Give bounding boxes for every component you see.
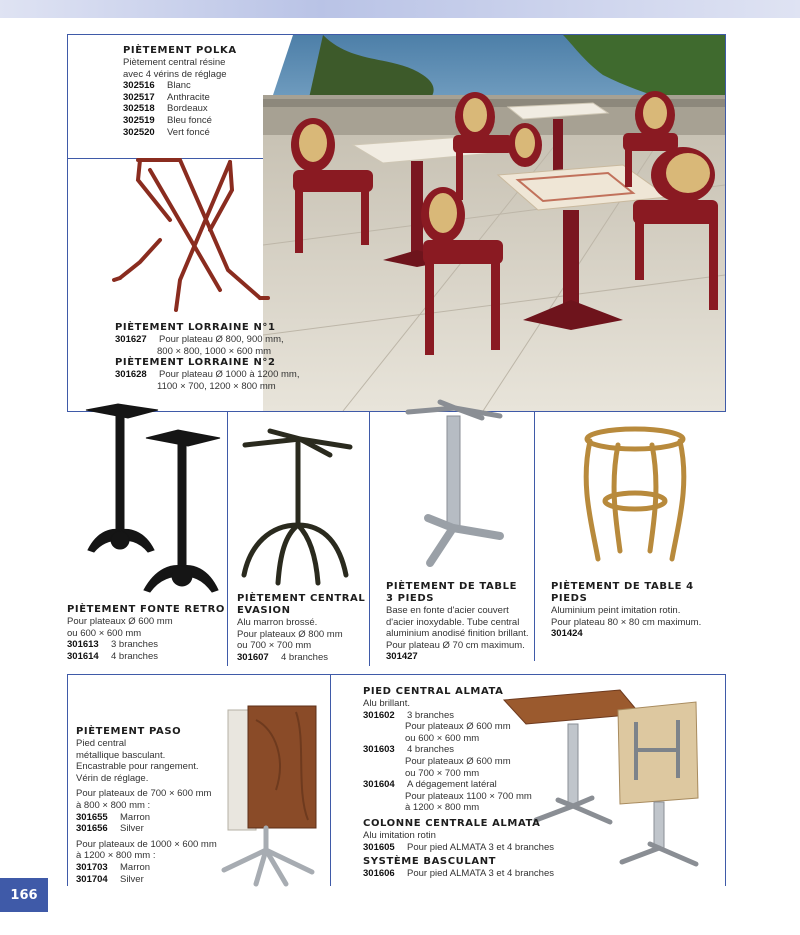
paso-title: PIÈTEMENT PASO — [76, 726, 182, 737]
polka-item — [123, 92, 263, 104]
fonte-title: PIÈTEMENT FONTE RETRO — [67, 604, 225, 615]
lorraine-block — [115, 322, 335, 392]
paso-code: 301655 — [76, 811, 108, 823]
almata-block — [363, 686, 563, 880]
lorraine-2-line-a: Pour plateau Ø 1000 à 1200 mm, — [159, 369, 300, 381]
almata-column-code: 301605 — [363, 841, 395, 853]
almata-column-line: Alu imitation rotin — [363, 829, 436, 841]
frame-divider-3 — [534, 411, 535, 661]
polka-code: 302519 — [123, 114, 155, 126]
lorraine-2-title: PIÈTEMENT LORRAINE N°2 — [115, 357, 276, 369]
paso-line-7: Pour plateaux de 1000 × 600 mm — [76, 838, 217, 850]
top-band — [0, 0, 800, 18]
lorraine-2-row — [115, 369, 335, 381]
polka-item — [123, 115, 263, 127]
paso-label: Silver — [120, 823, 144, 835]
frame-row3-h — [67, 674, 726, 675]
paso-line-6: à 800 × 800 mm : — [76, 799, 151, 811]
fonte-code: 301614 — [67, 650, 99, 662]
frame-divider-1 — [227, 411, 228, 666]
page-number: 166 — [0, 878, 48, 912]
lorraine-2-code: 301628 — [115, 369, 147, 381]
lorraine-1-code: 301627 — [115, 334, 147, 345]
table3-line-4: Pour plateau Ø 70 cm maximum. — [386, 639, 525, 651]
evasion-code: 301607 — [237, 651, 269, 663]
polka-label: Bleu foncé — [167, 114, 212, 126]
paso-label: Silver — [120, 873, 144, 885]
polka-stand-image — [110, 150, 280, 320]
evasion-line-3: ou 700 × 700 mm — [237, 640, 312, 652]
evasion-title-1: PIÈTEMENT CENTRAL — [237, 593, 366, 604]
evasion-block — [237, 593, 367, 663]
table3-line-2: d'acier inoxydable. Tube central — [386, 616, 520, 628]
fonte-line-2: ou 600 × 600 mm — [67, 627, 142, 639]
frame-row3-left — [67, 674, 68, 886]
table3-code: 301427 — [386, 651, 418, 663]
polka-desc-2: avec 4 vérins de réglage — [123, 68, 227, 80]
almata-item — [363, 779, 563, 791]
fonte-item — [67, 651, 227, 663]
paso-line-1: Pied central — [76, 738, 127, 749]
table4-line-2: Pour plateau 80 × 80 cm maximum. — [551, 616, 702, 628]
paso-code: 301703 — [76, 861, 108, 873]
lorraine-1-line-b: 800 × 800, 1000 × 600 mm — [157, 345, 272, 357]
polka-label: Anthracite — [167, 91, 210, 103]
almata-desc: A dégagement latéral — [407, 779, 497, 791]
lorraine-1-row — [115, 334, 335, 346]
almata-system-item — [363, 868, 623, 880]
almata-desc: 3 branches — [407, 709, 455, 721]
polka-code: 302518 — [123, 103, 155, 115]
fonte-item — [67, 639, 227, 651]
almata-code: 301602 — [363, 709, 395, 721]
fonte-label: 3 branches — [111, 639, 159, 651]
table3-block — [386, 581, 534, 663]
paso-item — [76, 874, 226, 886]
polka-label: Bordeaux — [167, 103, 208, 115]
almata-system-title: SYSTÈME BASCULANT — [363, 856, 497, 868]
paso-line-2: métallique basculant. — [76, 749, 166, 761]
almata-item — [363, 710, 563, 722]
table-4-pieds-image — [580, 425, 690, 565]
polka-item — [123, 127, 263, 139]
almata-code: 301603 — [363, 744, 395, 756]
almata-item — [363, 744, 563, 756]
table3-line-1: Base en fonte d'acier couvert — [386, 605, 509, 616]
table4-code: 301424 — [551, 628, 583, 640]
paso-line-4: Vérin de réglage. — [76, 772, 149, 784]
almata-column-title: COLONNE CENTRALE ALMATA — [363, 817, 541, 829]
frame-right — [725, 34, 726, 412]
polka-desc-1: Piètement central résine — [123, 57, 226, 68]
lorraine-2-line-b: 1100 × 700, 1200 × 800 mm — [157, 380, 276, 392]
almata-desc: ou 700 × 700 mm — [405, 767, 480, 779]
fonte-retro-image — [68, 400, 226, 600]
almata-system-desc: Pour pied ALMATA 3 et 4 branches — [407, 868, 554, 880]
frame-left — [67, 34, 68, 412]
polka-item — [123, 80, 263, 92]
evasion-title-2: EVASION — [237, 605, 291, 616]
paso-item — [76, 812, 226, 824]
polka-label: Vert foncé — [167, 126, 210, 138]
fonte-code: 301613 — [67, 639, 99, 651]
paso-item — [76, 862, 226, 874]
table4-line-1: Aluminium peint imitation rotin. — [551, 605, 681, 616]
polka-code: 302517 — [123, 91, 155, 103]
table-3-pieds-image — [400, 398, 520, 573]
paso-code: 301656 — [76, 823, 108, 835]
paso-line-8: à 1200 × 800 mm : — [76, 850, 156, 862]
paso-line-5: Pour plateaux de 700 × 600 mm — [76, 788, 212, 800]
paso-label: Marron — [120, 811, 151, 823]
polka-block — [123, 45, 263, 138]
polka-code: 302516 — [123, 80, 155, 92]
frame-row3-right — [725, 674, 726, 886]
polka-item — [123, 103, 263, 115]
polka-code: 302520 — [123, 126, 155, 138]
table3-title-1: PIÈTEMENT DE TABLE — [386, 581, 518, 592]
almata-desc: à 1200 × 800 mm — [405, 802, 480, 814]
table3-line-3: aluminium anodisé finition brillant. — [386, 628, 529, 640]
evasion-label: 4 branches — [281, 651, 329, 663]
almata-desc: Pour plateaux Ø 600 mm — [405, 721, 511, 733]
fonte-line-1: Pour plateaux Ø 600 mm — [67, 616, 173, 627]
polka-title: PIÈTEMENT POLKA — [123, 45, 237, 56]
table4-title: PIÈTEMENT DE TABLE 4 PIEDS — [551, 581, 694, 604]
frame-row3-mid — [330, 674, 331, 886]
evasion-line-2: Pour plateaux Ø 800 mm — [237, 628, 343, 640]
paso-item — [76, 823, 226, 835]
paso-image — [216, 700, 326, 890]
evasion-item — [237, 652, 367, 664]
evasion-image — [230, 425, 360, 590]
fonte-label: 4 branches — [111, 650, 159, 662]
almata-line-1: Alu brillant. — [363, 698, 410, 709]
almata-column-desc: Pour pied ALMATA 3 et 4 branches — [407, 841, 554, 853]
table4-block — [551, 581, 726, 640]
almata-desc: 4 branches — [407, 744, 455, 756]
almata-column-item — [363, 842, 623, 854]
almata-desc: Pour plateaux Ø 600 mm — [405, 755, 511, 767]
lorraine-1-title: PIÈTEMENT LORRAINE N°1 — [115, 322, 276, 333]
almata-system-code: 301606 — [363, 868, 395, 880]
almata-desc: Pour plateaux 1100 × 700 mm — [405, 790, 532, 802]
almata-title: PIED CENTRAL ALMATA — [363, 686, 504, 697]
almata-code: 301604 — [363, 779, 395, 791]
lorraine-1-line-a: Pour plateau Ø 800, 900 mm, — [159, 334, 284, 345]
paso-code: 301704 — [76, 873, 108, 885]
polka-label: Blanc — [167, 80, 191, 92]
paso-label: Marron — [120, 861, 151, 873]
evasion-line-1: Alu marron brossé. — [237, 617, 318, 628]
paso-line-3: Encastrable pour rangement. — [76, 761, 199, 773]
fonte-block — [67, 604, 227, 662]
almata-desc: ou 600 × 600 mm — [405, 732, 480, 744]
table3-title-2: 3 PIEDS — [386, 593, 435, 604]
paso-block — [76, 726, 226, 885]
